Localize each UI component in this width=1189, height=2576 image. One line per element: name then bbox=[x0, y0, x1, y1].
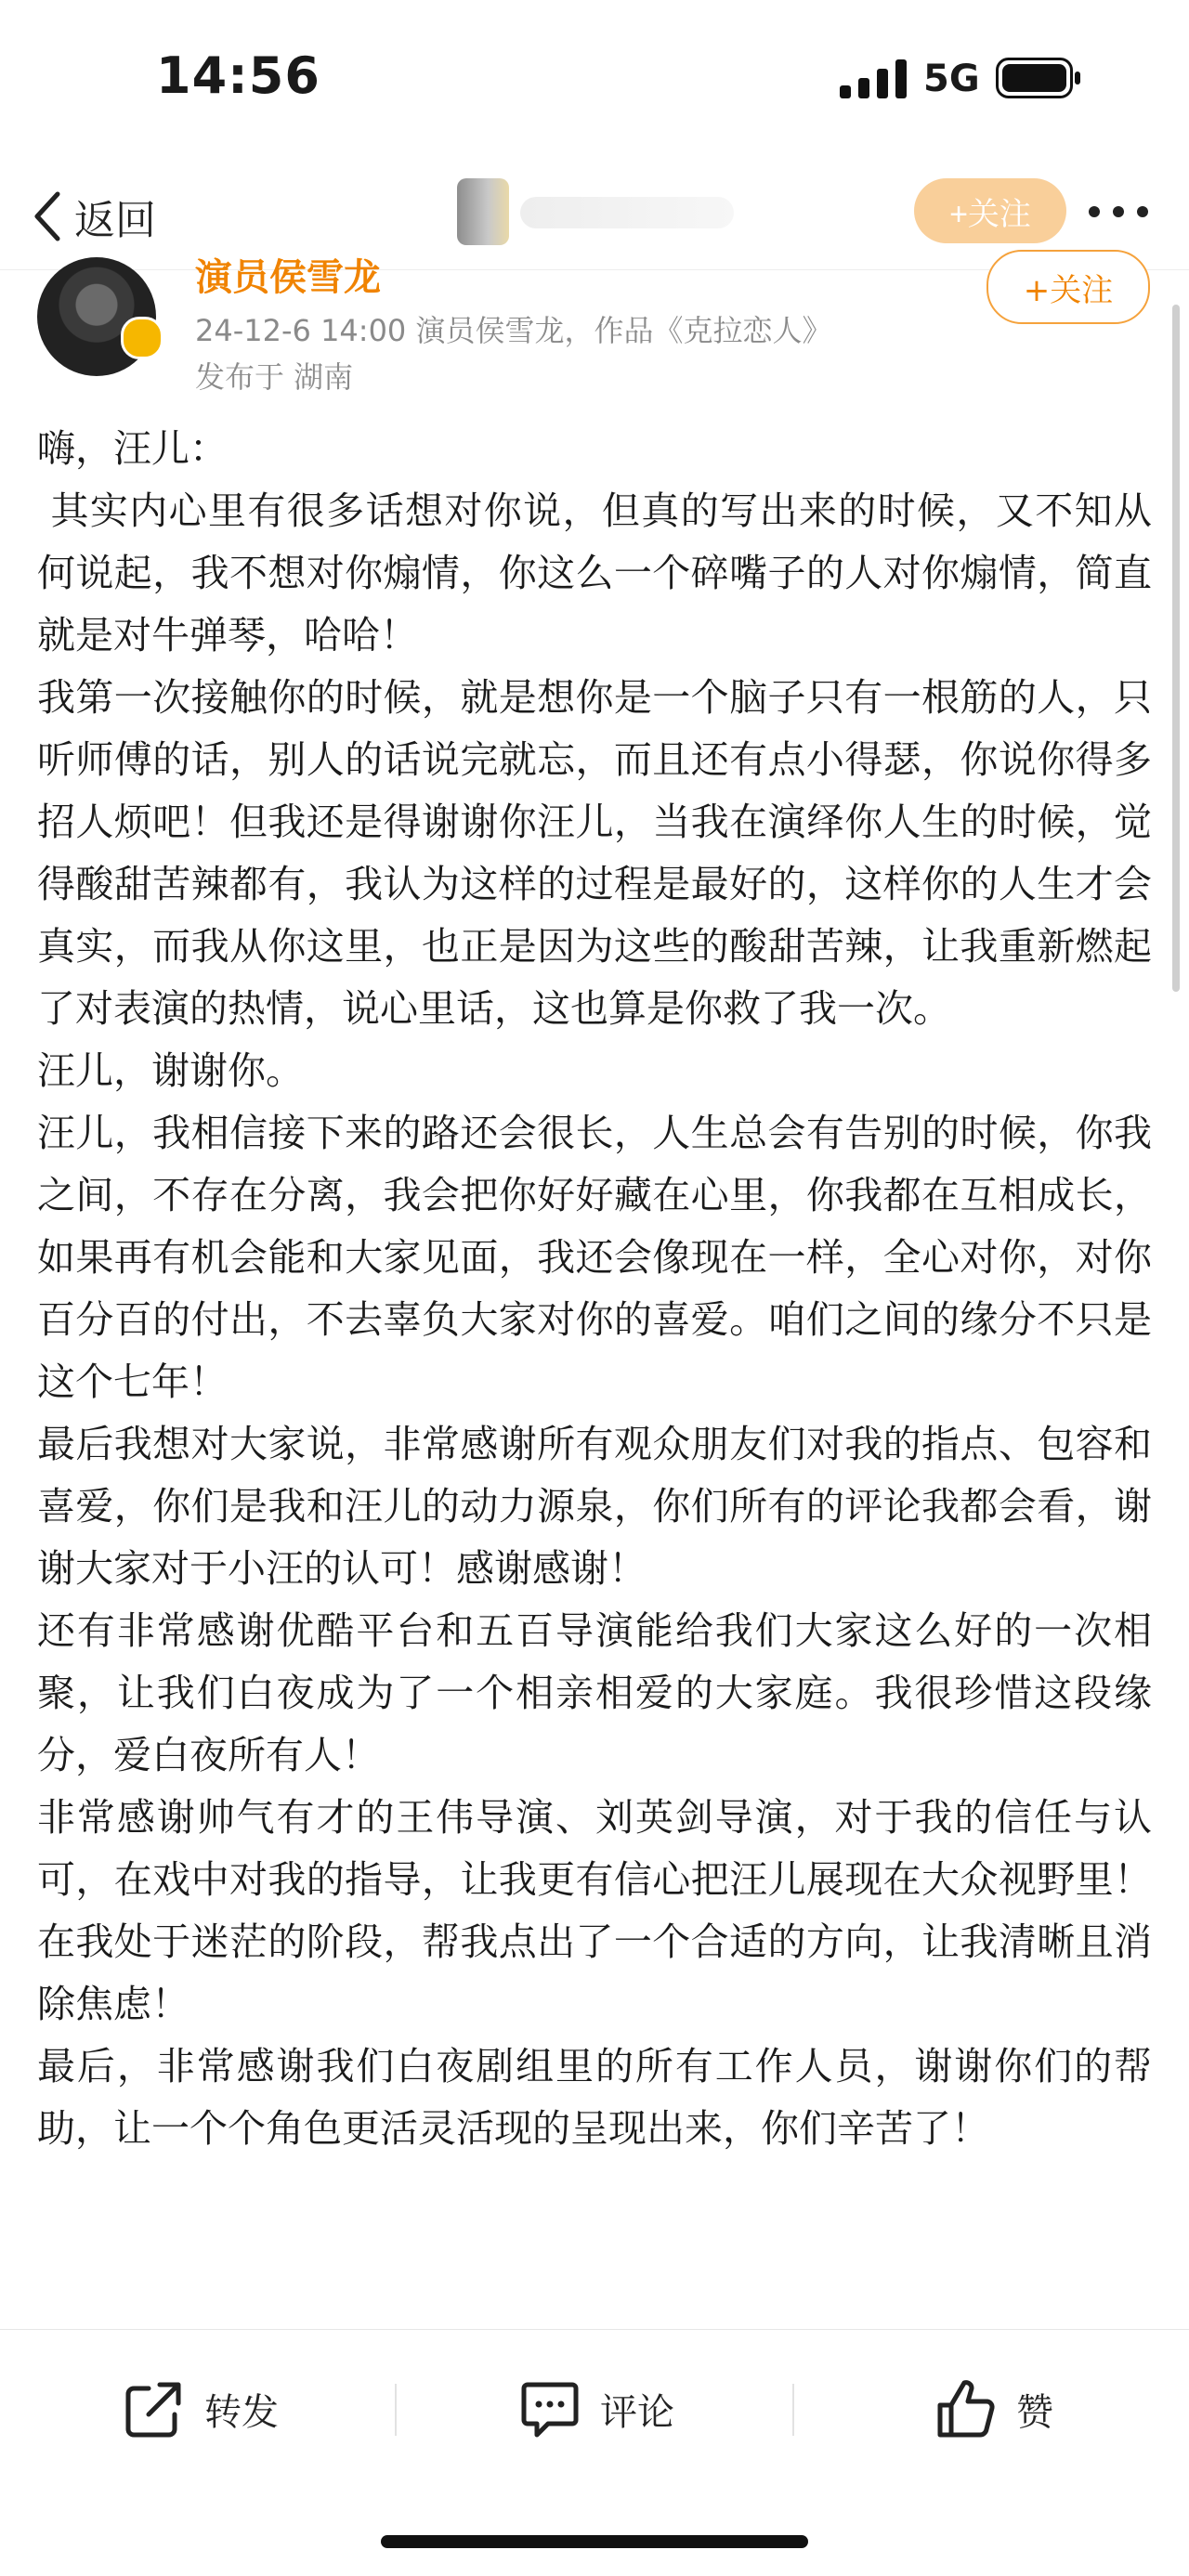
repost-label: 转发 bbox=[204, 2390, 279, 2434]
post-meta: 24-12-6 14:00 演员侯雪龙，作品《克拉恋人》 bbox=[195, 313, 832, 348]
home-indicator[interactable] bbox=[381, 2535, 808, 2548]
post-paragraph: 最后我想对大家说，非常感谢所有观众朋友们对我的指点、包容和喜爱，你们是我和汪儿的动力源泉，你们所有的评论我都会看，谢谢大家对于小汪的认可！感谢感谢！ bbox=[37, 1422, 1152, 1591]
action-bar bbox=[0, 2329, 1189, 2488]
comment-label: 评论 bbox=[600, 2390, 674, 2434]
more-icon[interactable] bbox=[1085, 202, 1152, 221]
divider bbox=[792, 2384, 794, 2436]
post-location: 发布于 湖南 bbox=[195, 359, 354, 395]
status-bar bbox=[0, 0, 1189, 158]
follow-button[interactable]: +关注 bbox=[986, 250, 1150, 324]
nav-username-blurred bbox=[520, 197, 734, 228]
post-body bbox=[37, 418, 1152, 2160]
signal-icon bbox=[840, 59, 907, 98]
post-paragraph: 非常感谢帅气有才的王伟导演、刘英剑导演，对于我的信任与认可，在戏中对我的指导，让我更有信心把汪儿展现在大众视野里！在我处于迷茫的阶段，帮我点出了一个合适的方向，让我清晰且消除焦虑！ bbox=[37, 1795, 1152, 2026]
post-paragraph: 还有非常感谢优酷平台和五百导演能给我们大家这么好的一次相聚，让我们白夜成为了一个相亲相爱的大家庭。我很珍惜这段缘分，爱白夜所有人！ bbox=[37, 1608, 1152, 1777]
post-header bbox=[0, 256, 1189, 400]
chevron-left-icon bbox=[28, 189, 69, 244]
author-name[interactable]: 演员侯雪龙 bbox=[195, 256, 381, 299]
divider bbox=[395, 2384, 397, 2436]
scrollbar[interactable] bbox=[1172, 305, 1180, 992]
verified-icon bbox=[121, 317, 163, 359]
nav-avatar[interactable] bbox=[457, 178, 509, 245]
like-button[interactable] bbox=[933, 2374, 1053, 2443]
share-icon bbox=[121, 2375, 188, 2442]
like-label: 赞 bbox=[1016, 2390, 1053, 2434]
thumbs-up-icon bbox=[933, 2375, 1000, 2442]
battery-icon bbox=[996, 58, 1081, 98]
post-paragraph: 最后，非常感谢我们白夜剧组里的所有工作人员，谢谢你们的帮助，让一个个角色更活灵活现的呈现出来，你们辛苦了！ bbox=[37, 2044, 1152, 2151]
back-button[interactable] bbox=[28, 184, 156, 249]
comment-icon bbox=[516, 2375, 583, 2442]
nav-follow-button[interactable]: +关注 bbox=[914, 178, 1066, 243]
status-time: 14:56 bbox=[156, 46, 320, 105]
post-paragraph: 嗨，汪儿： bbox=[37, 426, 228, 471]
post-paragraph: 我第一次接触你的时候，就是想你是一个脑子只有一根筋的人，只听师傅的话，别人的话说完就忘，而且还有点小得瑟，你说你得多招人烦吧！但我还是得谢谢你汪儿，当我在演绎你人生的时候，觉得酸甜苦辣都有，我认为这样的过程是最好的，这样你的人生才会真实，而我从你这里，也正是因为这些的酸甜苦辣，让我重新燃起了对表演的热情，说心里话，这也算是你救了我一次。 bbox=[37, 675, 1152, 1031]
comment-button[interactable] bbox=[516, 2374, 674, 2443]
network-label: 5G bbox=[923, 58, 980, 100]
back-label: 返回 bbox=[74, 197, 156, 244]
post-paragraph: 汪儿，谢谢你。 bbox=[37, 1048, 304, 1093]
post-paragraph: 其实内心里有很多话想对你说，但真的写出来的时候，又不知从何说起，我不想对你煽情，你这么一个碎嘴子的人对你煽情，简直就是对牛弹琴，哈哈！ bbox=[37, 488, 1152, 657]
repost-button[interactable] bbox=[121, 2374, 279, 2443]
post-paragraph: 汪儿，我相信接下来的路还会很长，人生总会有告别的时候，你我之间，不存在分离，我会把你好好藏在心里，你我都在互相成长，如果再有机会能和大家见面，我还会像现在一样，全心对你，对你百分百的付出，不去辜负大家对你的喜爱。咱们之间的缘分不只是这个七年！ bbox=[37, 1111, 1152, 1404]
